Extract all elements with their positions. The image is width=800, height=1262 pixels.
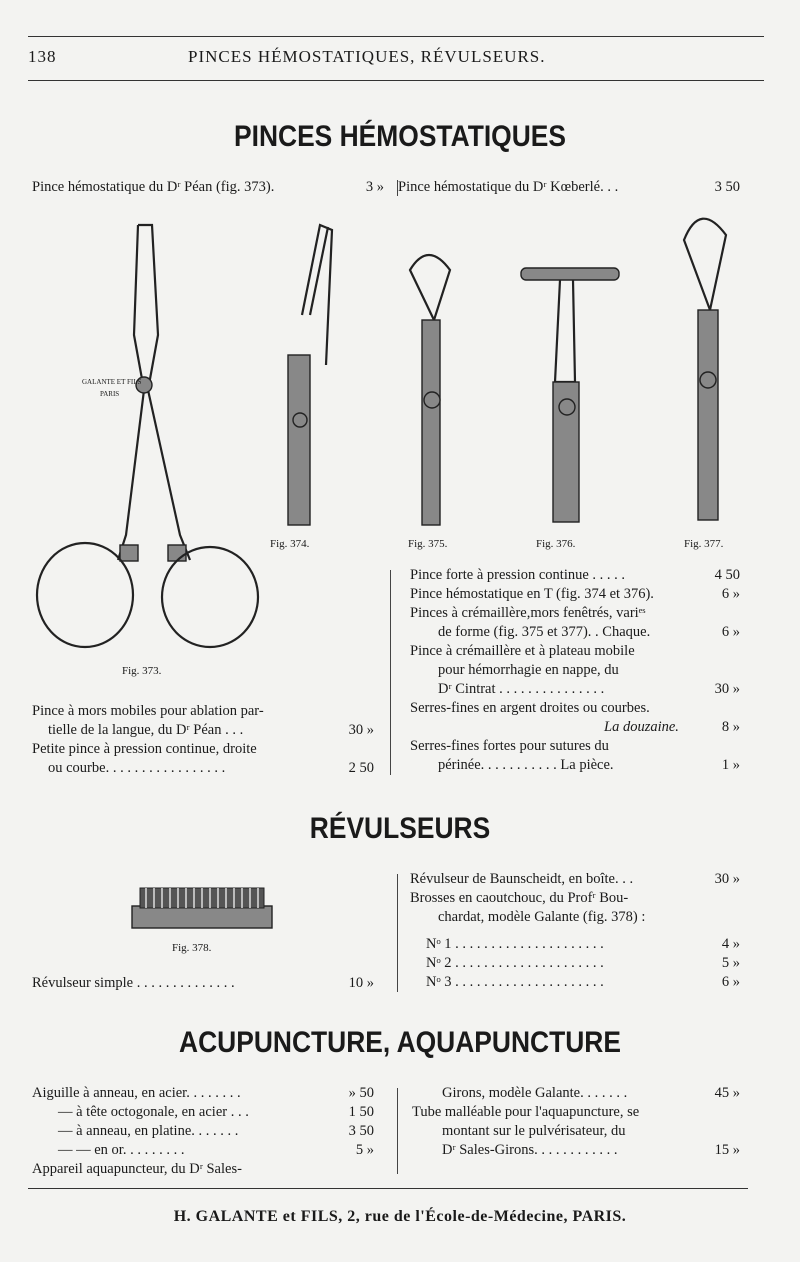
item-forte-price: 4 50 [714,567,740,583]
item-cremaillere-price: 6 » [721,624,740,640]
item-tube-l3: Dʳ Sales-Girons. . . . . . . . . . . . [442,1142,618,1158]
item-serres-argent-l1: Serres-fines en argent droites ou courbes. [410,700,650,716]
item-no3-price: 6 » [721,974,740,990]
stamp-galante: GALANTE ET FILS [82,378,142,386]
item-langue-l2: tielle de la langue, du Dʳ Péan . . . [48,722,244,738]
section-title-pinces: PINCES HÉMOSTATIQUES [233,120,566,153]
item-langue-price: 30 » [348,722,374,738]
item-no3-text: Nᵒ 3 . . . . . . . . . . . . . . . . . . . . . [426,974,604,990]
item-plateau-l2: pour hémorrhagie en nappe, du [438,662,619,678]
running-title: PINCES HÉMOSTATIQUES, RÉVULSEURS. [188,47,546,66]
item-pean-text: Pince hémostatique du Dʳ Péan (fig. 373). [32,179,275,195]
item-petite-price: 2 50 [348,760,374,776]
item-tube-price: 15 » [714,1142,740,1158]
item-langue-l1: Pince à mors mobiles pour ablation par- [32,703,264,719]
item-revulseur-simple-text: Révulseur simple . . . . . . . . . . . . . . [32,975,235,991]
item-koeberle-text: Pince hémostatique du Dʳ Kœberlé. . . [398,179,619,195]
item-serres-argent-l2: La douzaine. [604,719,679,735]
column-separator [397,180,398,196]
fig-376-caption: Fig. 376. [536,538,576,550]
column-separator-2 [397,874,398,992]
item-brosses-l2: chardat, modèle Galante (fig. 378) : [438,909,646,925]
item-no1-text: Nᵒ 1 . . . . . . . . . . . . . . . . . . . . . [426,936,604,952]
item-cremaillere-l2: de forme (fig. 375 et 377). . Chaque. [438,624,651,640]
item-aiguille-platine-text: — à anneau, en platine. . . . . . . [58,1123,239,1139]
fig-375-caption: Fig. 375. [408,538,448,550]
fig-377-forceps-illustration [670,210,740,530]
fig-374-t-forceps-illustration [280,215,340,530]
item-tube-l2: montant sur le pulvérisateur, du [442,1123,626,1139]
section-title-revulseurs: RÉVULSEURS [309,812,491,845]
section-title-acupuncture: ACUPUNCTURE, AQUAPUNCTURE [179,1026,621,1059]
fig-378-brush-illustration [128,884,276,934]
fig-376-t-forceps-illustration [515,262,625,527]
item-plateau-l1: Pince à crémaillère et à plateau mobile [410,643,635,659]
item-aiguille-octogonale-price: 1 50 [348,1104,374,1120]
item-koeberle-price: 3 50 [714,179,740,195]
item-tube-l1: Tube malléable pour l'aquapuncture, se [412,1104,640,1120]
item-serres-fortes-l1: Serres-fines fortes pour sutures du [410,738,609,754]
item-revulseur-simple-price: 10 » [348,975,374,991]
item-aiguille-platine-price: 3 50 [348,1123,374,1139]
item-hemo-t-text: Pince hémostatique en T (fig. 374 et 376). [410,586,654,602]
item-serres-fortes-price: 1 » [721,757,740,773]
fig-377-caption: Fig. 377. [684,538,724,550]
column-separator-3 [397,1088,398,1174]
item-aiguille-or-text: — — en or. . . . . . . . . [58,1142,185,1158]
item-aiguille-acier-text: Aiguille à anneau, en acier. . . . . . . . [32,1085,241,1101]
item-baunscheidt-price: 30 » [714,871,740,887]
fig-373-caption: Fig. 373. [122,665,162,677]
item-aquapuncteur-price: 45 » [714,1085,740,1101]
fig-378-caption: Fig. 378. [172,942,212,954]
item-no2-text: Nᵒ 2 . . . . . . . . . . . . . . . . . . . . . [426,955,604,971]
header-rule [28,80,764,81]
stamp-paris: PARIS [100,390,120,398]
item-no2-price: 5 » [721,955,740,971]
item-cremaillere-l1: Pinces à crémaillère,mors fenêtrés, variᵉˢ [410,605,646,621]
item-petite-l1: Petite pince à pression continue, droite [32,741,257,757]
item-no1-price: 4 » [721,936,740,952]
item-baunscheidt-text: Révulseur de Baunscheidt, en boîte. . . [410,871,634,887]
footer-rule [28,1188,748,1189]
item-petite-l2: ou courbe. . . . . . . . . . . . . . . . . [48,760,226,776]
item-hemo-t-price: 6 » [721,586,740,602]
item-aiguille-octogonale-text: — à tête octogonale, en acier . . . [58,1104,249,1120]
top-rule [28,36,764,37]
item-aquapuncteur-l2: Girons, modèle Galante. . . . . . . [442,1085,628,1101]
fig-375-forceps-illustration [400,250,460,530]
item-pean-price: 3 » [365,179,384,195]
item-plateau-price: 30 » [714,681,740,697]
item-serres-fortes-l2: périnée. . . . . . . . . . . La pièce. [438,757,614,773]
page-number: 138 [28,47,57,66]
fig-373-forceps-illustration [30,215,290,655]
fig-374-caption: Fig. 374. [270,538,310,550]
footer-address: H. GALANTE et FILS, 2, rue de l'École-de-Médecine, PARIS. [173,1208,627,1225]
column-separator-1 [390,570,391,775]
item-serres-argent-price: 8 » [721,719,740,735]
item-aiguille-acier-price: » 50 [348,1085,374,1101]
item-forte-text: Pince forte à pression continue . . . . . [410,567,626,583]
item-plateau-l3: Dʳ Cintrat . . . . . . . . . . . . . . . [438,681,605,697]
item-brosses-l1: Brosses en caoutchouc, du Profʳ Bou- [410,890,629,906]
item-aquapuncteur-l1: Appareil aquapuncteur, du Dʳ Sales- [32,1161,242,1177]
item-aiguille-or-price: 5 » [355,1142,374,1158]
